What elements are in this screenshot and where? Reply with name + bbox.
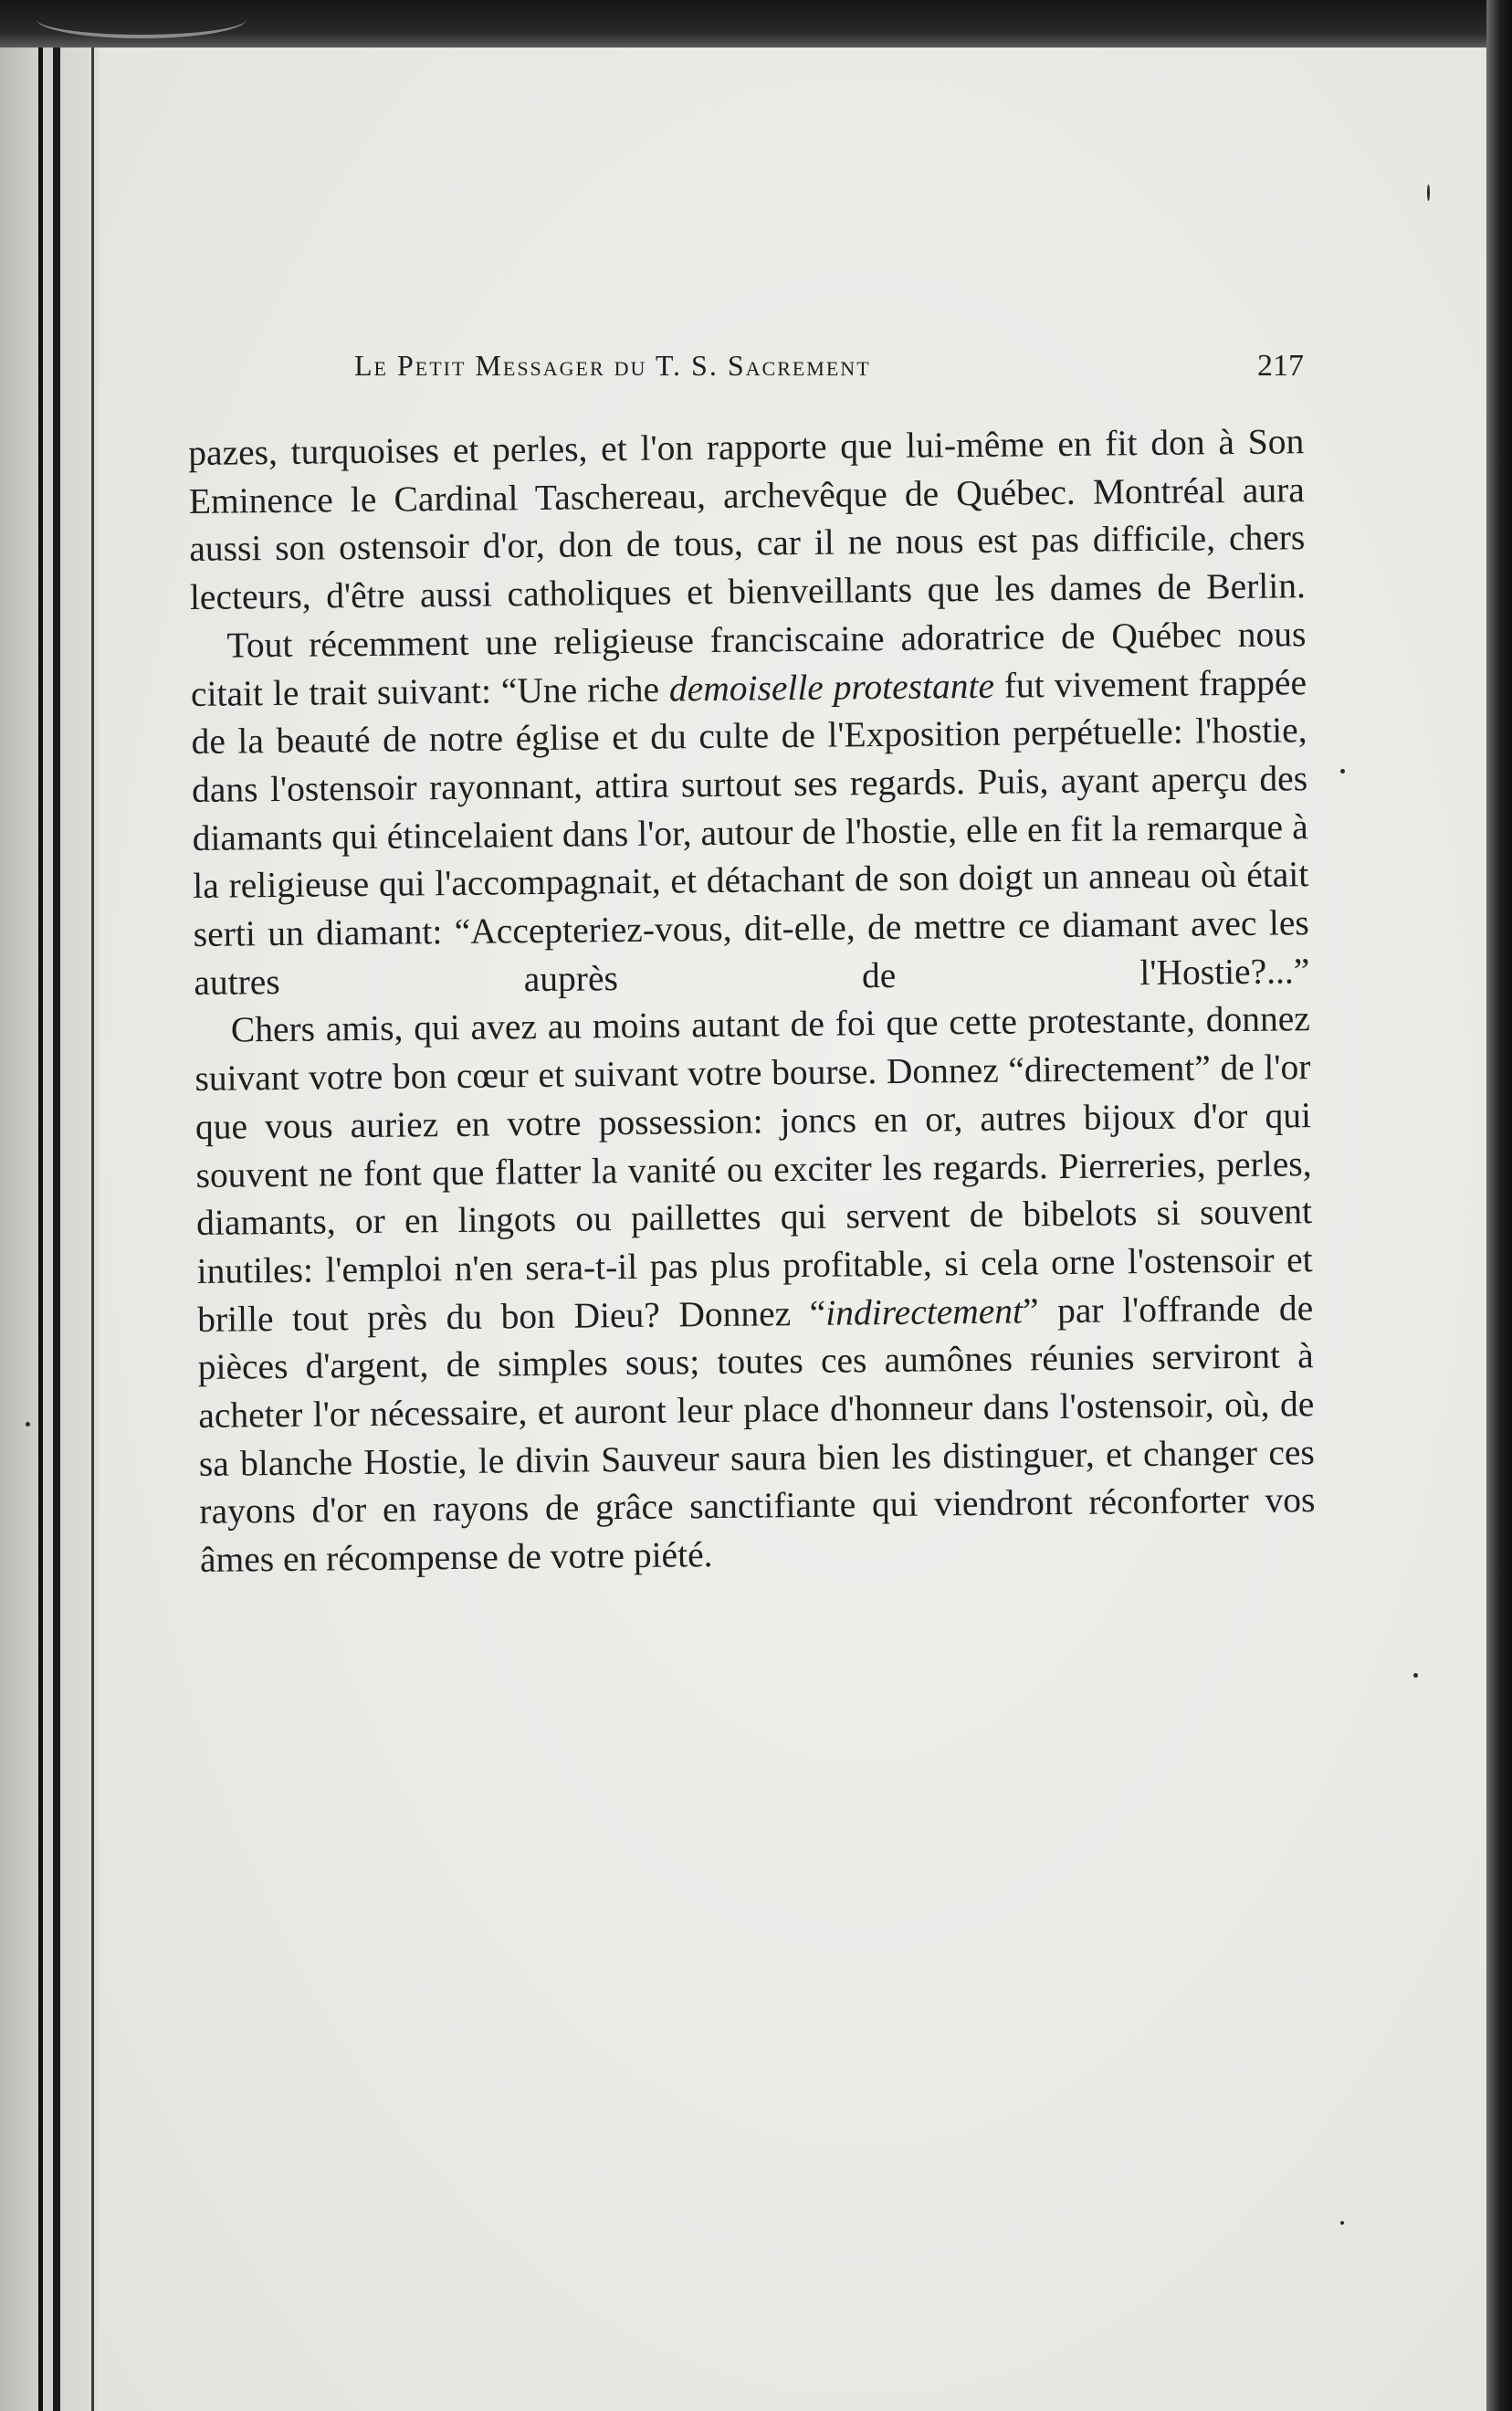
paragraph-text: Tout récemment une religieuse franciscaine adoratrice de Québec nous citait le trait suivant: “Une riche	[190, 614, 1307, 714]
gutter-edge-line	[53, 47, 60, 2411]
running-head	[354, 349, 1304, 404]
paragraph	[188, 417, 1306, 622]
scan-right-edge	[1486, 0, 1512, 2411]
page-number: 217	[1257, 349, 1304, 383]
scan-speck	[1340, 2221, 1344, 2225]
binding-gutter	[0, 47, 99, 2411]
paragraph	[190, 610, 1309, 1006]
gutter-edge-line	[91, 47, 94, 2411]
scan-speck	[1340, 769, 1345, 774]
italic-phrase: demoiselle protestante	[668, 665, 995, 710]
page-curl-mark	[37, 0, 247, 38]
paragraph-text: fut vivement frappée de la beauté de notre église et du culte de l'Exposition perpétuelle: l'hostie, dans l'ostensoir rayonnant, attira surtout ses regards. Puis, ayant aperçu des diamants qui étincelaient dans l'or, autour de l'hostie, elle en fit la remarque à la religieuse qui l'accompagnait, et détachant de son doigt un anneau où était serti un diamant: “Accepteriez-vous, dit-elle, de mettre ce diamant avec les autres auprès de l'Hostie?...”	[191, 661, 1310, 1003]
running-title: Le Petit Messager du T. S. Sacrement	[354, 349, 871, 382]
gutter-edge-line	[38, 47, 43, 2411]
body-text	[188, 417, 1316, 1585]
scan-speck	[1413, 1673, 1418, 1678]
paragraph	[194, 995, 1317, 1585]
paragraph-text: pazes, turquoises et perles, et l'on rapporte que lui-même en fit don à Son Eminence le Cardinal Taschereau, archevêque de Québec. Montréal aura aussi son ostensoir d'or, don de tous, car il ne nous est pas difficile, chers lecteurs, d'être aussi catholiques et bienveillants que les dames de Berlin.	[188, 421, 1307, 618]
paragraph-text: ” par l'offrande de pièces d'argent, de simples sous; toutes ces aumônes réunies serviront à acheter l'or nécessaire, et auront leur place d'honneur dans l'ostensoir, où, de sa blanche Hostie, le divin Sauveur saura bien les distinguer, et changer ces rayons d'or en rayons de grâce sanctifiante qui viendront réconforter vos âmes en récompense de votre piété.	[197, 1287, 1316, 1581]
italic-phrase: indirectement	[825, 1290, 1024, 1333]
scan-speck	[1427, 184, 1430, 201]
scan-speck	[26, 1422, 30, 1427]
paragraph-text: Chers amis, qui avez au moins autant de foi que cette protestante, donnez suivant votre bon cœur et suivant votre bourse. Donnez “directement” de l'or que vous auriez en votre possession: joncs en or, autres bijoux d'or qui souvent ne font que flatter la vanité ou exciter les regards. Pierreries, perles, diamants, or en lingots ou paillettes qui servent de bibelots si souvent inutiles: l'emploi n'en sera-t-il pas plus profitable, si cela orne l'ostensoir et brille tout près du bon Dieu? Donnez “	[194, 998, 1313, 1340]
scan-top-edge	[0, 0, 1512, 47]
book-page	[99, 47, 1486, 2411]
